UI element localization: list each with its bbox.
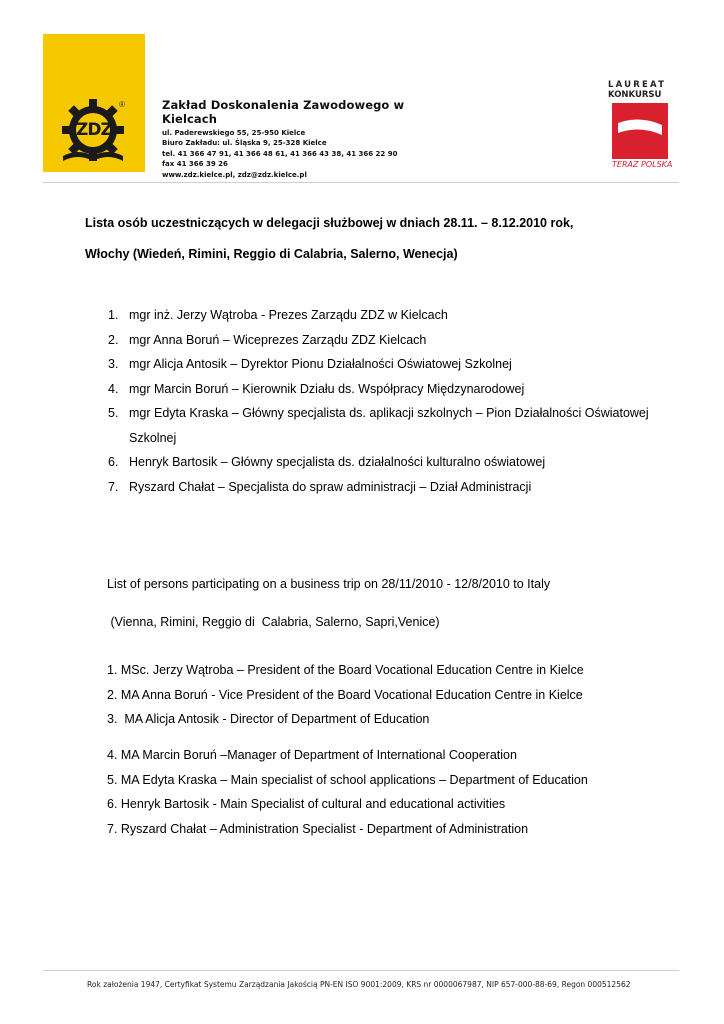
list-item: 4. mgr Marcin Boruń – Kierownik Działu ds. Współpracy Międzynarodowej — [108, 382, 525, 396]
gear-book-icon — [43, 34, 145, 172]
polish-title-line2: Włochy (Wiedeń, Rimini, Reggio di Calabria, Salerno, Wenecja) — [85, 247, 458, 261]
teraz-polska-emblem — [612, 103, 673, 173]
org-web: www.zdz.kielce.pl, zdz@zdz.kielce.pl — [162, 170, 307, 179]
polish-title-line1: Lista osób uczestniczących w delegacji służbowej w dniach 28.11. – 8.12.2010 rok, — [85, 216, 574, 230]
list-item: 1. mgr inż. Jerzy Wątroba - Prezes Zarządu ZDZ w Kielcach — [108, 308, 448, 322]
laureat-line2: KONKURSU — [608, 90, 662, 100]
english-title-line1: List of persons participating on a business trip on 28/11/2010 - 12/8/2010 to Italy — [107, 577, 551, 591]
list-item: 3. MA Alicja Antosik - Director of Department of Education — [107, 712, 430, 726]
org-office: Biuro Zakładu: ul. Śląska 9, 25-328 Kielce — [162, 139, 327, 148]
list-item: 3. mgr Alicja Antosik – Dyrektor Pionu Działalności Oświatowej Szkolnej — [108, 357, 512, 371]
logo-text: ZDZ — [76, 120, 112, 140]
org-fax: fax 41 366 39 26 — [162, 160, 228, 169]
org-name: Zakład Doskonalenia Zawodowego w Kielcach — [162, 98, 405, 126]
list-item: 4. MA Marcin Boruń –Manager of Department of International Cooperation — [107, 748, 517, 762]
laureat-line1: LAUREAT — [608, 80, 667, 90]
teraz-polska-text: TERAZ POLSKA — [612, 160, 673, 169]
org-address: ul. Paderewskiego 55, 25-950 Kielce — [162, 129, 306, 137]
list-item: 6. Henryk Bartosik – Główny specjalista ds. działalności kulturalno oświatowej — [108, 455, 546, 469]
zdz-logo — [43, 34, 145, 172]
registered-mark: ® — [119, 100, 125, 109]
list-item-continuation: Szkolnej — [129, 431, 177, 445]
header-divider — [43, 182, 679, 183]
list-item: 6. Henryk Bartosik - Main Specialist of cultural and educational activities — [107, 797, 506, 811]
english-title-line2: (Vienna, Rimini, Reggio di Calabria, Salerno, Sapri,Venice) — [107, 615, 440, 629]
laureat-badge — [608, 80, 672, 100]
list-item: 7. Ryszard Chałat – Administration Specialist - Department of Administration — [107, 822, 529, 836]
list-item: 7. Ryszard Chałat – Specjalista do spraw administracji – Dział Administracji — [108, 480, 532, 494]
footer-divider — [43, 970, 679, 971]
footer-info: Rok założenia 1947, Certyfikat Systemu Zarządzania Jakością PN-EN ISO 9001:2009, KRS nr 0000067987, NIP 657-000-88-69, Regon 000512562 — [87, 980, 631, 989]
list-item: 1. MSc. Jerzy Wątroba – President of the Board Vocational Education Centre in Kielce — [107, 663, 584, 677]
list-item: 2. MA Anna Boruń - Vice President of the Board Vocational Education Centre in Kielce — [107, 688, 583, 702]
list-item: 5. MA Edyta Kraska – Main specialist of school applications – Department of Education — [107, 773, 588, 787]
organization-info — [162, 98, 462, 180]
org-phones: tel. 41 366 47 91, 41 366 48 61, 41 366 43 38, 41 366 22 90 — [162, 149, 398, 158]
list-item: 5. mgr Edyta Kraska – Główny specjalista ds. aplikacji szkolnych – Pion Działalności Oświatowej — [108, 406, 649, 420]
list-item: 2. mgr Anna Boruń – Wiceprezes Zarządu ZDZ Kielcach — [108, 333, 427, 347]
